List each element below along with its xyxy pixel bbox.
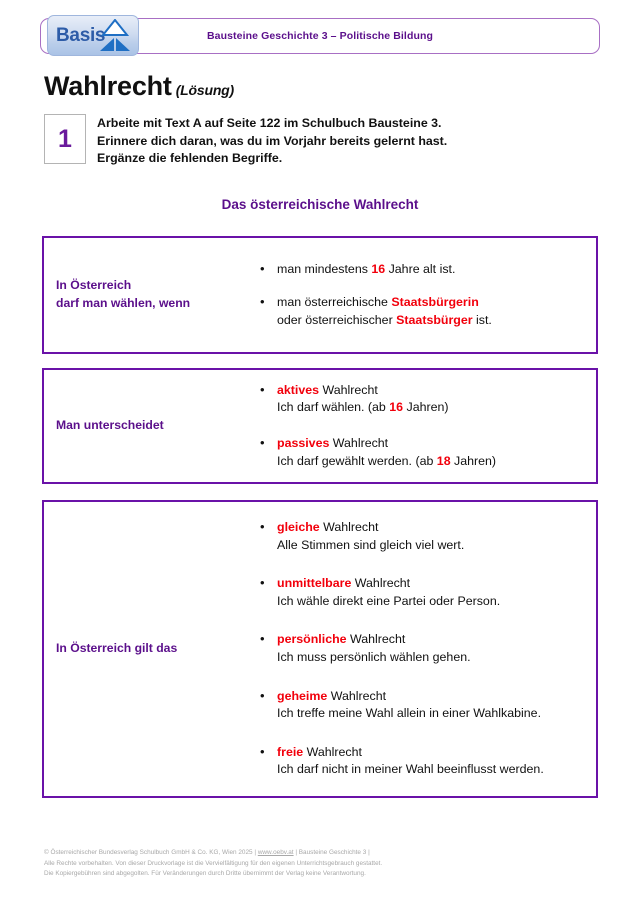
item-text: Wahlrecht (351, 576, 411, 591)
footer-line-2: Alle Rechte vorbehalten. Von dieser Druckvorlage ist die Vervielfältigung für den eigenen Unterrichtsgebrauch gestattet. (44, 859, 383, 867)
list-item (260, 294, 588, 329)
page-title-suffix: (Lösung) (175, 82, 234, 98)
list-item (260, 435, 588, 470)
item-text: Wahlrecht (319, 519, 379, 534)
item-text: man mindestens (277, 261, 372, 276)
item-text: Ich darf gewählt werden. (ab (277, 453, 437, 468)
item-line-2: Ich treffe meine Wahl allein in einer Wahlkabine. (277, 706, 542, 721)
item-line-1 (277, 688, 588, 706)
answer-highlight: unmittelbare (277, 576, 352, 591)
header-title: Bausteine Geschichte 3 – Politische Bildung (206, 30, 434, 42)
box-label (44, 277, 242, 312)
list-item (260, 261, 588, 279)
item-line-1 (277, 575, 588, 593)
logo-label: Basis (56, 25, 106, 46)
answer-highlight: Staatsbürger (396, 312, 473, 327)
item-text: Jahren) (403, 400, 449, 415)
answer-highlight: Staatsbürgerin (391, 295, 479, 310)
item-line-2 (277, 399, 588, 417)
answer-highlight: persönliche (277, 632, 347, 647)
item-line-1 (277, 261, 588, 279)
basis-logo-badge (47, 15, 139, 56)
item-text: Wahlrecht (303, 744, 362, 759)
item-text: Wahlrecht (327, 688, 387, 703)
item-text: ist. (472, 312, 492, 327)
item-line-2 (277, 312, 588, 330)
box-label-line-2: darf man wählen, wenn (56, 296, 191, 310)
publisher-link[interactable]: www.oebv.at (257, 849, 294, 856)
page-title-main: Wahlrecht (44, 71, 172, 101)
task-line-2: Erinnere dich daran, was du im Vorjahr bereits gelernt hast. (97, 133, 448, 148)
item-line-1 (277, 435, 588, 453)
item-line-1 (277, 294, 588, 312)
box-label-line-1: Man unterscheidet (56, 418, 164, 433)
section-heading: Das österreichische Wahlrecht (221, 197, 419, 212)
box-label-line-1: In Österreich gilt das (56, 641, 178, 656)
item-line-2: Ich darf nicht in meiner Wahl beeinflusst werden. (277, 762, 544, 777)
task-line-1: Arbeite mit Text A auf Seite 122 im Schulbuch Bausteine 3. (97, 116, 442, 130)
bullet-list (242, 382, 588, 470)
list-item (260, 631, 588, 666)
box-body (242, 261, 596, 330)
item-line-2 (277, 453, 588, 471)
footer-text: © Österreichischer Bundesverlag Schulbuch GmbH & Co. KG, Wien 2025 | (44, 849, 258, 856)
list-item (260, 688, 588, 723)
item-line-2: Alle Stimmen sind gleich viel wert. (277, 537, 465, 552)
list-item (260, 519, 588, 554)
list-item (260, 575, 588, 610)
answer-highlight: freie (277, 744, 304, 759)
footer-text: | Bausteine Geschichte 3 | (293, 849, 370, 856)
item-text: Wahlrecht (346, 632, 406, 647)
item-text: oder österreichischer (277, 312, 397, 327)
answer-highlight: 16 (389, 400, 404, 415)
footer-line-1 (44, 848, 600, 859)
box-label-line-1: In Österreich (56, 278, 132, 293)
task-line-3: Ergänze die fehlenden Begriffe. (97, 151, 283, 166)
item-line-2: Ich muss persönlich wählen gehen. (277, 650, 471, 664)
box-body (242, 382, 596, 470)
content-box-voting-requirements (42, 236, 598, 354)
list-item (260, 382, 588, 417)
item-line-1 (277, 744, 588, 762)
bullet-list (242, 261, 588, 330)
page-title (44, 71, 234, 102)
item-text: Ich darf wählen. (ab (277, 400, 390, 415)
item-text: Jahren) (450, 453, 497, 468)
item-text: Wahlrecht (319, 382, 378, 397)
page-header (40, 18, 600, 54)
item-line-1 (277, 382, 588, 400)
content-box-active-passive (42, 368, 598, 484)
list-item (260, 744, 588, 779)
item-text: Wahlrecht (329, 436, 389, 450)
item-line-1 (277, 631, 588, 649)
answer-highlight: geheime (277, 688, 328, 703)
item-line-1 (277, 519, 588, 537)
pyramid-triangle-icon (96, 19, 134, 53)
box-body (242, 519, 596, 779)
box-label (44, 417, 242, 435)
answer-highlight: 16 (371, 261, 386, 276)
answer-highlight: gleiche (277, 519, 320, 534)
bullet-list (242, 519, 588, 779)
task-number: 1 (44, 114, 86, 164)
content-box-principles (42, 500, 598, 798)
task-block (44, 114, 564, 168)
item-text: man österreichische (277, 295, 392, 310)
answer-highlight: 18 (436, 453, 451, 468)
task-instructions (97, 114, 447, 168)
item-text: Jahre alt ist. (385, 261, 456, 276)
footer-copyright (44, 848, 600, 880)
item-line-2: Ich wähle direkt eine Partei oder Person. (277, 593, 501, 608)
box-label (44, 640, 242, 658)
footer-line-3: Die Kopiergebühren sind abgegolten. Für Veränderungen durch Dritte übernimmt der Verlag keine Verantwortung. (44, 870, 366, 878)
answer-highlight: aktives (277, 382, 320, 397)
answer-highlight: passives (277, 436, 330, 450)
